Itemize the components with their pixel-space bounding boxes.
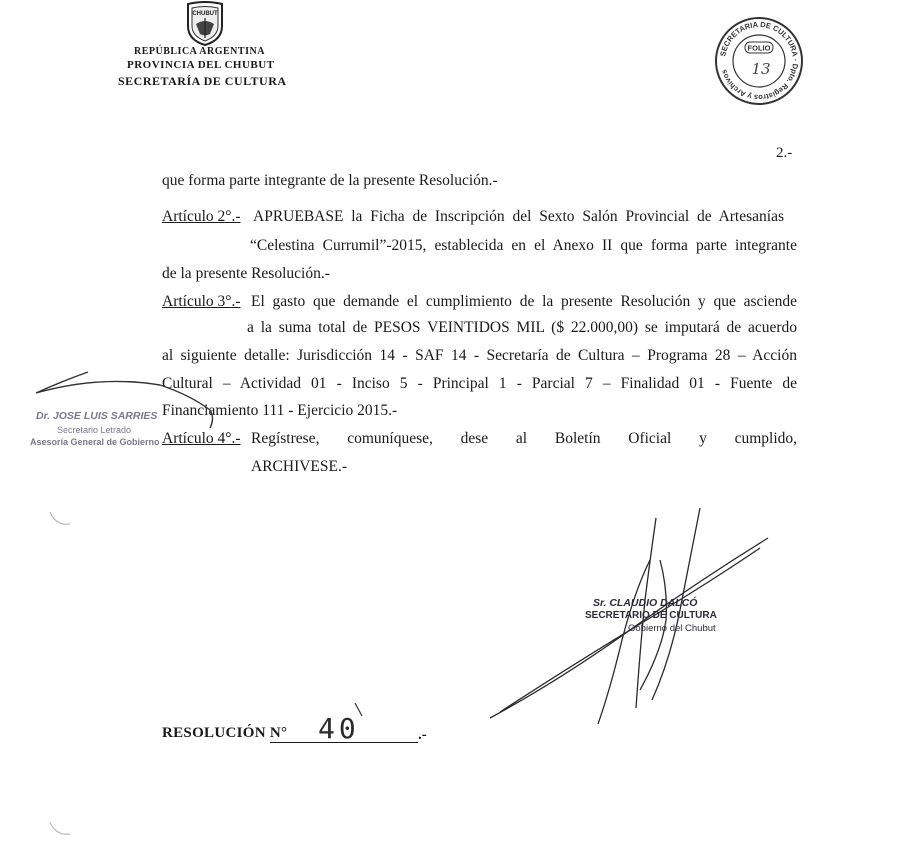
left-stamp-name: Dr. JOSE LUIS SARRIES [36, 410, 158, 422]
art2-line2: “Celestina Currumil”-2015, establecida en el Anexo II que forma parte integrante [250, 237, 797, 254]
art4-line1: Regístrese, comuníquese, dese al Boletín Oficial y cumplido, [251, 430, 797, 447]
binding-hole-bottom [50, 822, 70, 834]
binding-hole-top [50, 512, 70, 524]
right-stamp-gov: Gobierno del Chubut [628, 623, 716, 634]
page-number: 2.- [776, 145, 793, 161]
resolution-underline [270, 742, 418, 743]
art3-line3: al siguiente detalle: Jurisdicción 14 - SAF 14 - Secretaría de Cultura – Programa 28 – Acción [162, 347, 797, 364]
resolution-suffix: .- [418, 727, 427, 743]
art3-line4: Cultural – Actividad 01 - Inciso 5 - Principal 1 - Parcial 7 – Finalidad 01 - Fuente de [162, 375, 797, 392]
art4-label: Artículo 4°.- [162, 430, 241, 447]
art3-line5: Financiamiento 111 - Ejercicio 2015.- [162, 402, 398, 419]
art3-label: Artículo 3°.- [162, 293, 241, 310]
art4-line2: ARCHIVESE.- [251, 458, 348, 475]
folio-stamp [712, 16, 806, 106]
left-stamp-office: Asesoría General de Gobierno [30, 437, 160, 447]
art2-line3: de la presente Resolución.- [162, 265, 330, 282]
folio-number: 13 [751, 60, 771, 78]
art3-line2: a la suma total de PESOS VEINTIDOS MIL ($ 22.000,00) se imputará de acuerdo [247, 319, 797, 336]
right-stamp-name: Sr. CLAUDIO DALCÓ [593, 597, 698, 609]
resolution-number: 40 [318, 712, 360, 745]
header-province: PROVINCIA DEL CHUBUT [127, 59, 275, 71]
resolution-label: RESOLUCIÓN N° [162, 725, 288, 741]
header-country: REPÚBLICA ARGENTINA [134, 46, 265, 57]
intro-line: que forma parte integrante de la presente Resolución.- [162, 172, 498, 189]
right-stamp-role: SECRETARIO DE CULTURA [585, 610, 717, 621]
art2-line1: APRUEBASE la Ficha de Inscripción del Sexto Salón Provincial de Artesanías [253, 208, 784, 225]
art3-line1: El gasto que demande el cumplimiento de la presente Resolución y que asciende [251, 293, 797, 310]
folio-stamp-ring-text: SECRETARIA DE CULTURA · Dpto. Registros y Archivos [718, 19, 801, 103]
crest-text: CHUBUT [192, 11, 218, 17]
art2-label: Artículo 2°.- [162, 208, 241, 225]
left-stamp-role: Secretario Letrado [57, 425, 132, 435]
provincial-crest-icon [180, 0, 230, 46]
folio-label: FOLIO [747, 43, 771, 53]
header-secretariat: SECRETARÍA DE CULTURA [118, 74, 287, 88]
